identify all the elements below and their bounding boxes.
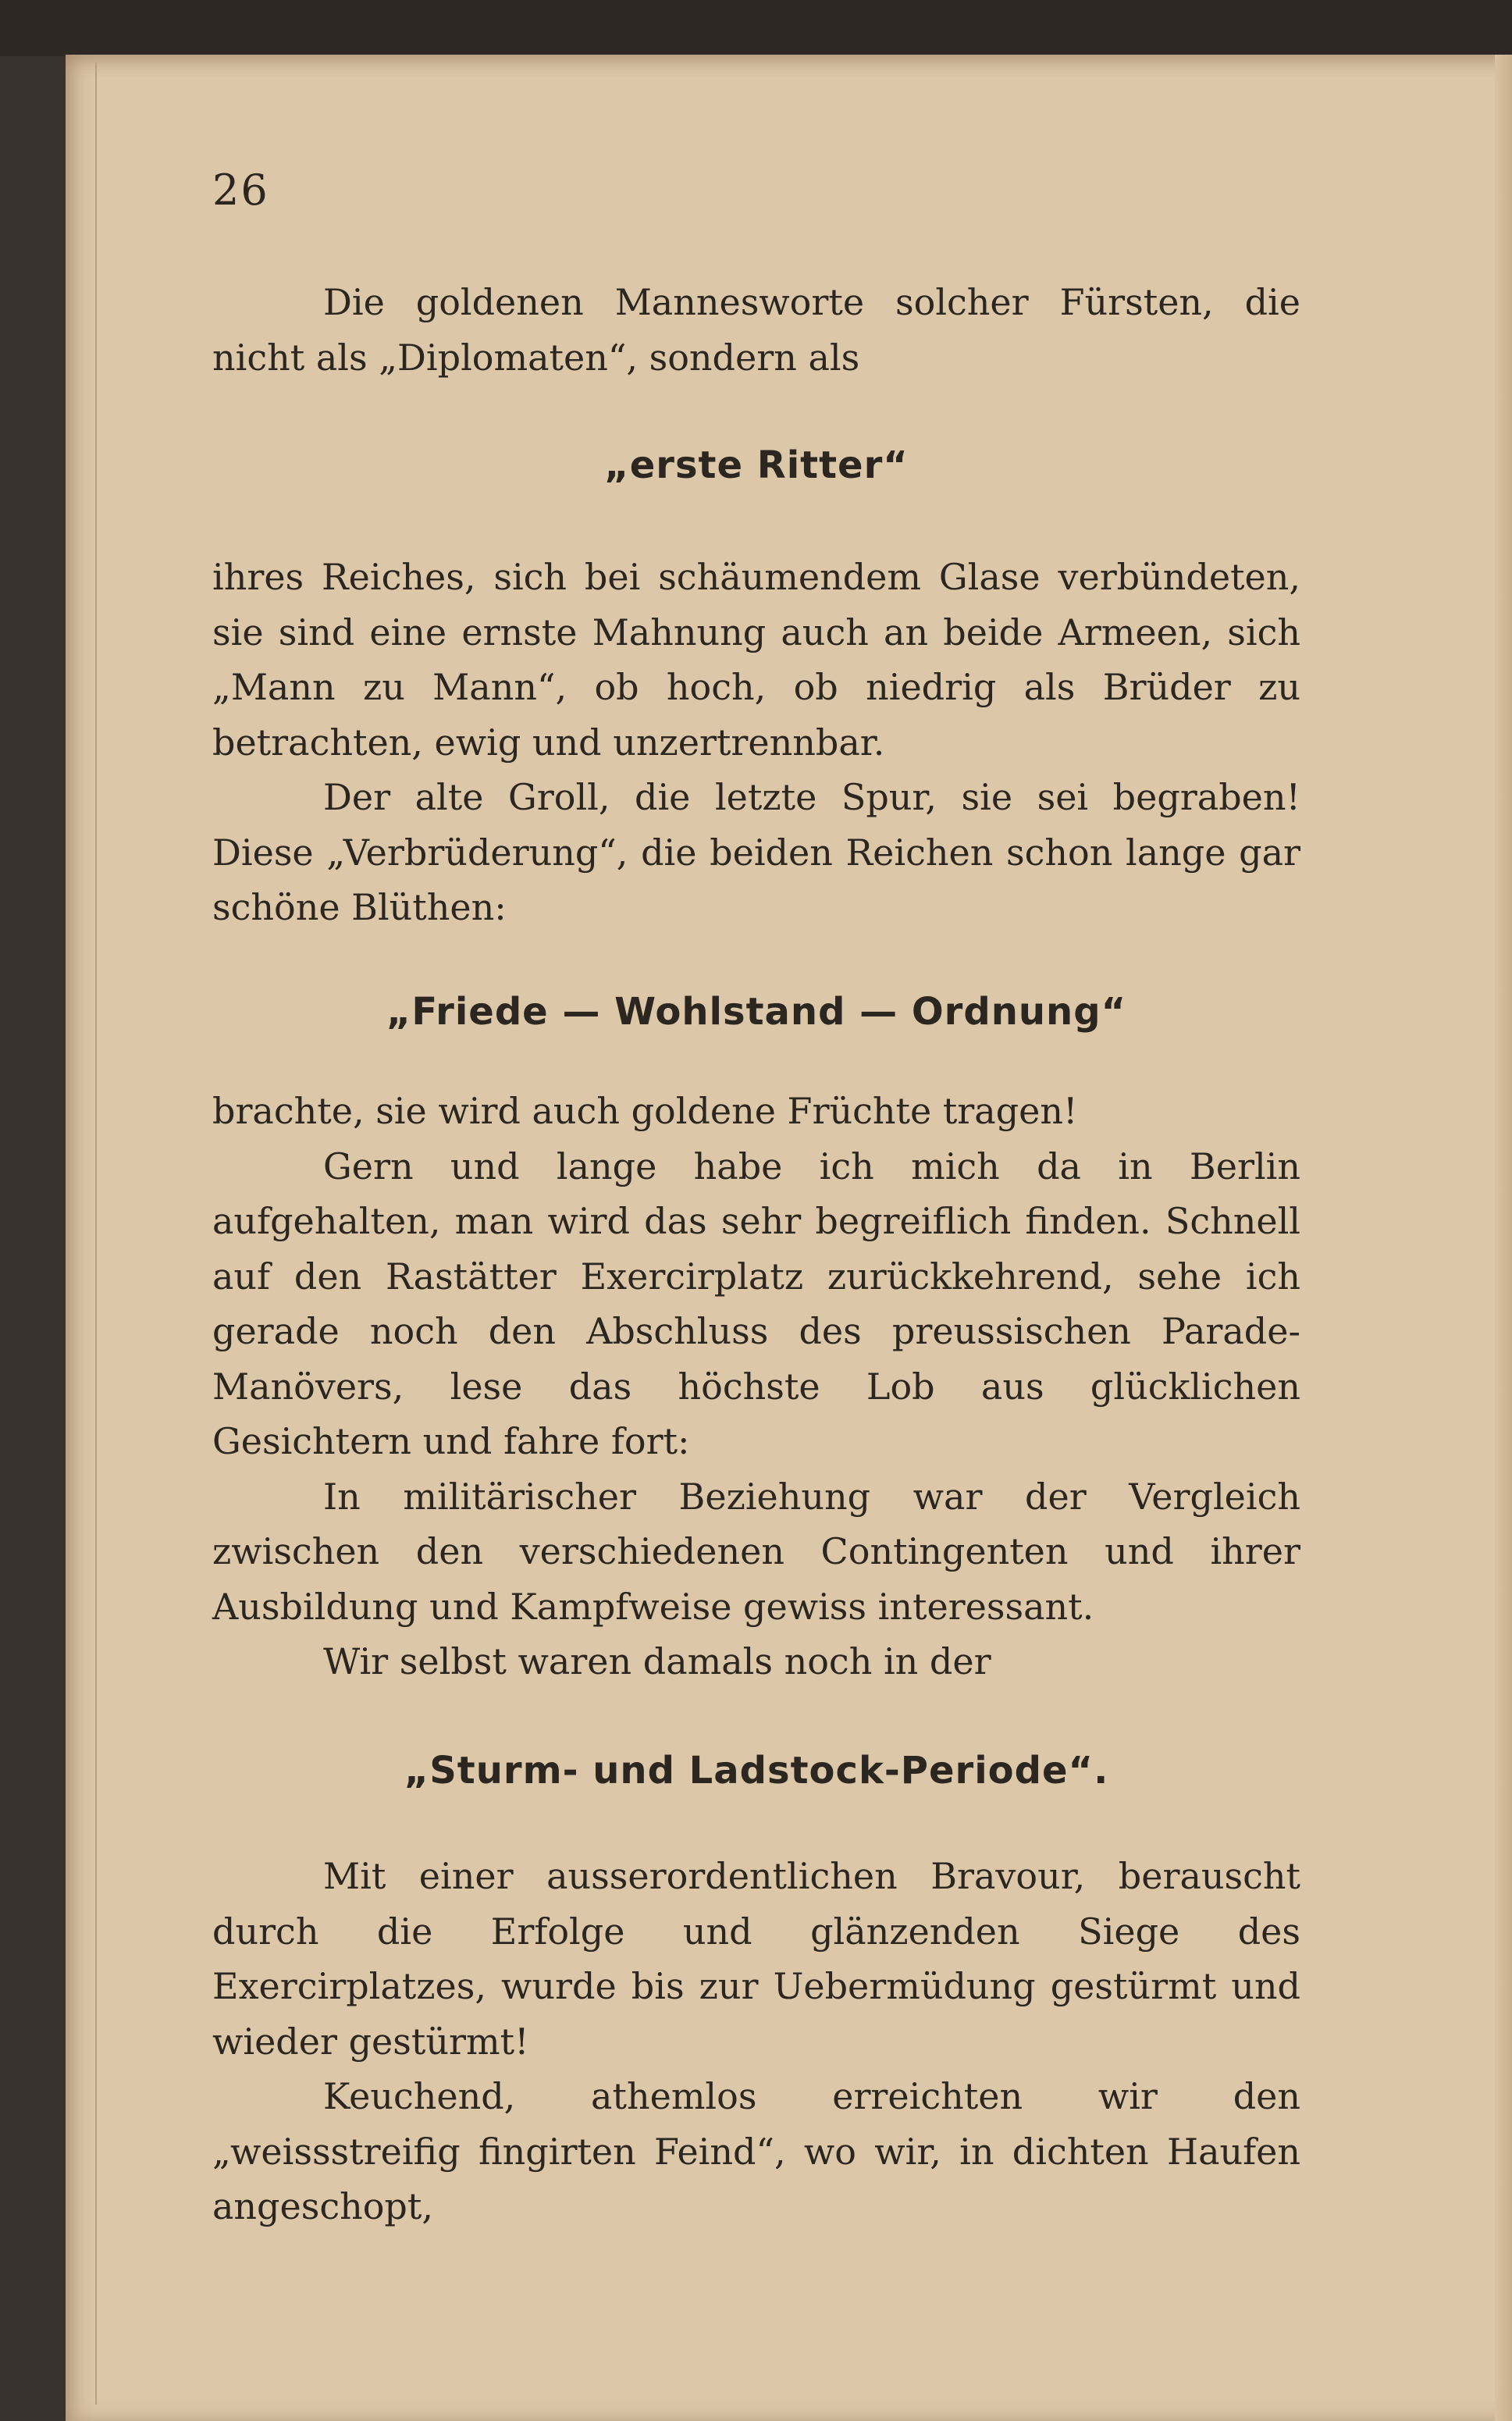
paragraph-7: Wir selbst waren damals noch in der [323,1640,991,1682]
paragraph-6: In militärischer Beziehung war der Vergleich zwischen den verschiedenen Contingenten und ihrer Ausbildung und Kampfweise gewiss interessant. [212,1475,1300,1628]
paragraph-4: brachte, sie wird auch goldene Früchte tragen! [212,1090,1078,1132]
page-edge [1495,55,1512,2421]
page-number: 26 [212,166,269,215]
heading-sturm: „Sturm- und Ladstock-Periode“. [404,1749,1109,1793]
paragraph-5: Gern und lange habe ich mich da in Berlin aufgehalten, man wird das sehr begreiflich finden. Schnell auf den Rastätter Exercirplatz zurückkehrend, sehe ich gerade noch den Abschluss des preussischen Parade-Manövers, lese das höchste Lob aus glücklichen Gesichtern und fahre fort: [212,1145,1300,1462]
paragraph-3: Der alte Groll, die letzte Spur, sie sei begraben! Diese „Verbrüderung“, die beiden Reichen schon lange gar schöne Blüthen: [212,776,1300,928]
paragraph-8-block [212,1849,1300,2234]
heading-friede: „Friede — Wohlstand — Ordnung“ [386,990,1127,1034]
paragraph-1: Die goldenen Mannesworte solcher Fürsten, die nicht als „Diplomaten“, sondern als [212,281,1300,379]
heading-erste-ritter: „erste Ritter“ [604,443,909,487]
paragraph-1-block [212,275,1300,385]
paragraph-2-block [212,550,1300,935]
paragraph-2: ihres Reiches, sich bei schäumendem Glase verbündeten, sie sind eine ernste Mahnung auch an beide Armeen, sich „Mann zu Mann“, ob hoch, ob niedrig als Brüder zu betrachten, ewig und unzertrennbar. [212,556,1300,764]
paragraph-4-block [212,1084,1300,1689]
paragraph-9: Keuchend, athemlos erreichten wir den „weissstreifig fingirten Feind“, wo wir, in dichten Haufen angeschopt, [212,2075,1300,2227]
paragraph-8: Mit einer ausserordentlichen Bravour, berauscht durch die Erfolge und glänzenden Siege des Exercirplatzes, wurde bis zur Uebermüdung gestürmt und wieder gestürmt! [212,1855,1300,2063]
scan-background [0,0,1512,56]
gutter-line [95,62,97,2405]
